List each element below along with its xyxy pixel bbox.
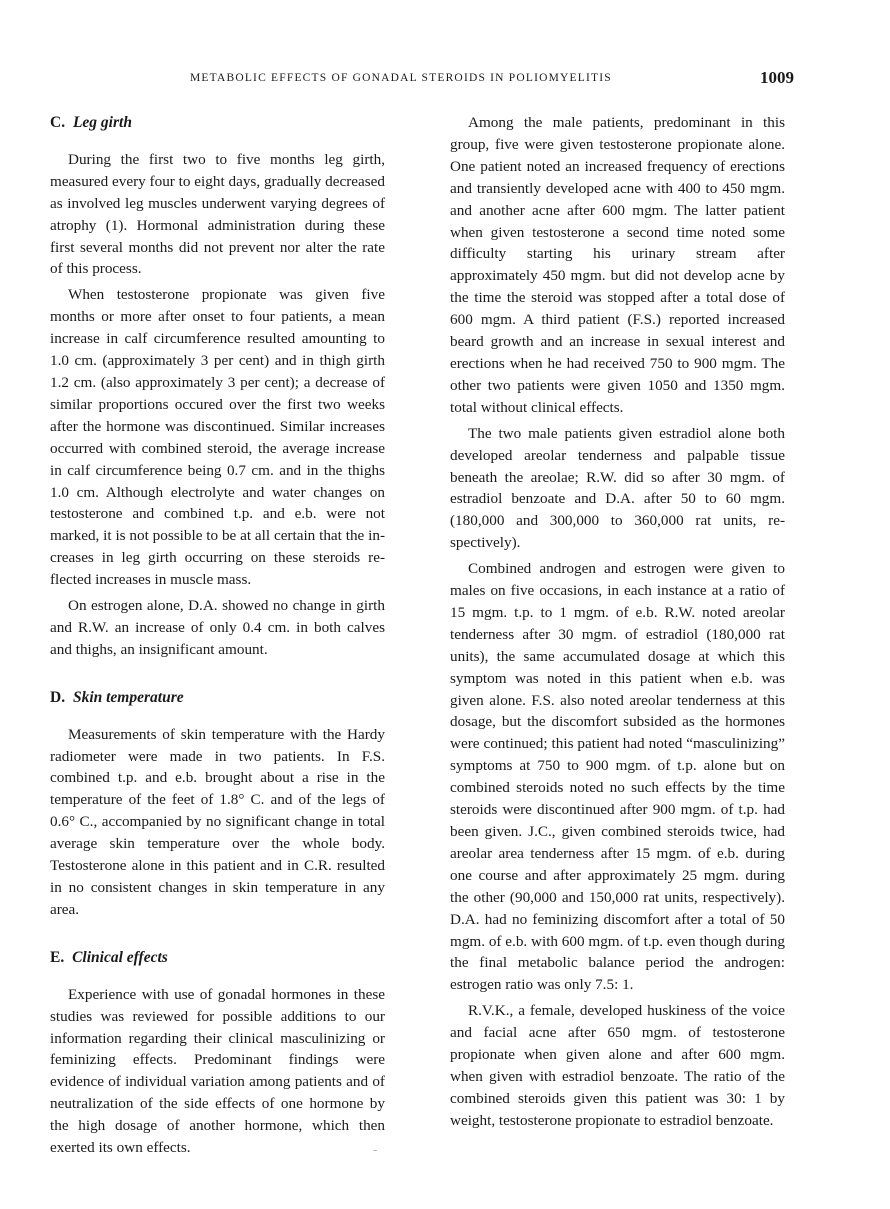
footer-mark: [373, 1150, 377, 1151]
section-e-letter: E.: [50, 948, 65, 966]
leg-girth-paragraph-3: On estrogen alone, D.A. showed no change in girth and R.W. an increase of only 0.4 cm. in both calves and thighs, an insignificant amount.: [50, 597, 385, 658]
clinical-effects-paragraph-1: Experience with use of gonadal hormones in these studies was reviewed for possible additions to our information regarding their clinical masculinizing or feminizing effects. Predominant findings were evidence of individual variation among patients and of neutralization of the side effects of one hormone by the high dosage of another hormone, which then exerted its own effects.: [50, 985, 385, 1157]
skin-temperature-paragraph-1: Measurements of skin temperature with the Hardy radiometer were made in two patients. In F.S. combined t.p. and e.b. brought about a rise in the temperature of the feet of 1.8° C. and of the legs of 0.6° C., accompanied by no significant change in total average skin temperature over the whole body. Testosterone alone in this patient and in C.R. resulted in no consistent changes in skin temperature in any area.: [50, 725, 385, 918]
clinical-effects-paragraph-3: The two male patients given estradiol alone both developed areolar tenderness and palpable tissue beneath the areolae; R.W. did so after 30 mgm. of estradiol benzoate and D.A. after 50 to 60 mgm. (180,000 and 300,000 to 360,000 rat units, respectively).: [450, 424, 785, 552]
section-d-title: Skin temperature: [72, 688, 184, 706]
clinical-effects-paragraph-2: Among the male patients, predominant in this group, five were given testosterone propionate alone. One patient noted an increased frequency of erections and transiently developed acne with 400 to 450 mgm. and another acne after 600 mgm. The latter patient when given testosterone a second time noted some difficulty starting his urinary stream after approximately 450 mgm. but did not develop acne by the time the steroid was stopped after a total dose of 600 mgm. A third patient (F.S.) reported increased beard growth and an increase in sexual interest and erections when he had received 750 to 900 mgm. The other two patients were given 1050 and 1350 mgm. total without clinical effects.: [450, 114, 785, 416]
running-head: METABOLIC EFFECTS OF GONADAL STEROIDS IN POLIOMYELITIS: [190, 72, 612, 84]
section-c-title: Leg girth: [72, 114, 132, 131]
right-column: [450, 112, 785, 1136]
section-d-letter: D.: [50, 688, 66, 706]
clinical-effects-paragraph-5: R.V.K., a female, developed huskiness of the voice and facial acne after 650 mgm. of testosterone propionate when given alone and after 600 mgm. when given with estradiol benzoate. The ratio of the combined steroids given this patient was 30: 1 by weight, testosterone propionate to estradiol benzoate.: [450, 1002, 785, 1129]
leg-girth-paragraph-1: During the first two to five months leg girth, measured every four to eight days, gradually decreased as involved leg muscles underwent varying degrees of atrophy (1). Hormonal administration during these first several months did not prevent nor alter the rate of this process.: [50, 150, 385, 278]
clinical-effects-paragraph-4: Combined androgen and estrogen were given to males on five occasions, in each instance at a ratio of 15 mgm. t.p. to 1 mgm. of e.b. R.W. noted areolar tenderness after 30 mgm. of estradiol (180,000 rat units), the same accumulated dosage at which this symptom was noted in this patient when e.b. was given alone. F.S. also noted areolar tenderness at this dosage, but the discomfort subsided as the hormones were continued; this patient had noted “masculinizing” symptoms at 750 to 900 mgm. of t.p. alone but on combined steroids noted no such effects by the time steroids were discontinued after 900 mgm. of t.p. had been given. J.C., given combined steroids twice, had areolar area tenderness after 15 mgm. of e.b. during one course and after approximately 25 mgm. during the other (90,000 and 150,000 rat units, respectively). D.A. had no feminizing discomfort after a total of 50 mgm. of e.b. with 600 mgm. of t.p. even though during the final metabolic balance period the androgen: estrogen ratio was only 7.5: 1.: [450, 560, 785, 994]
page-number: 1009: [760, 68, 794, 87]
section-c-letter: C.: [50, 114, 66, 131]
section-d-heading: [50, 687, 385, 709]
section-e-title: Clinical effects: [72, 948, 168, 966]
left-column: [50, 112, 385, 1163]
leg-girth-paragraph-2: When testosterone propionate was given five months or more after onset to four patients, a mean increase in calf circumference resulted amounting to 1.0 cm. (approximately 3 per cent) and in thigh girth 1.2 cm. (also approximately 3 per cent); a decrease of similar proportions occured over the first two weeks after the hormone was discontinued. Similar increases occurred with combined steroid, the average increase in calf circumference being 0.7 cm. and in the thighs 1.0 cm. Although electrolyte and water changes on testosterone and combined t.p. and e.b. were not marked, it is not possible to be at all certain that the increases in leg girth occurring on these steroids reflected increases in muscle mass.: [50, 286, 385, 589]
section-c-heading: [50, 112, 385, 134]
section-e-heading: [50, 947, 385, 969]
